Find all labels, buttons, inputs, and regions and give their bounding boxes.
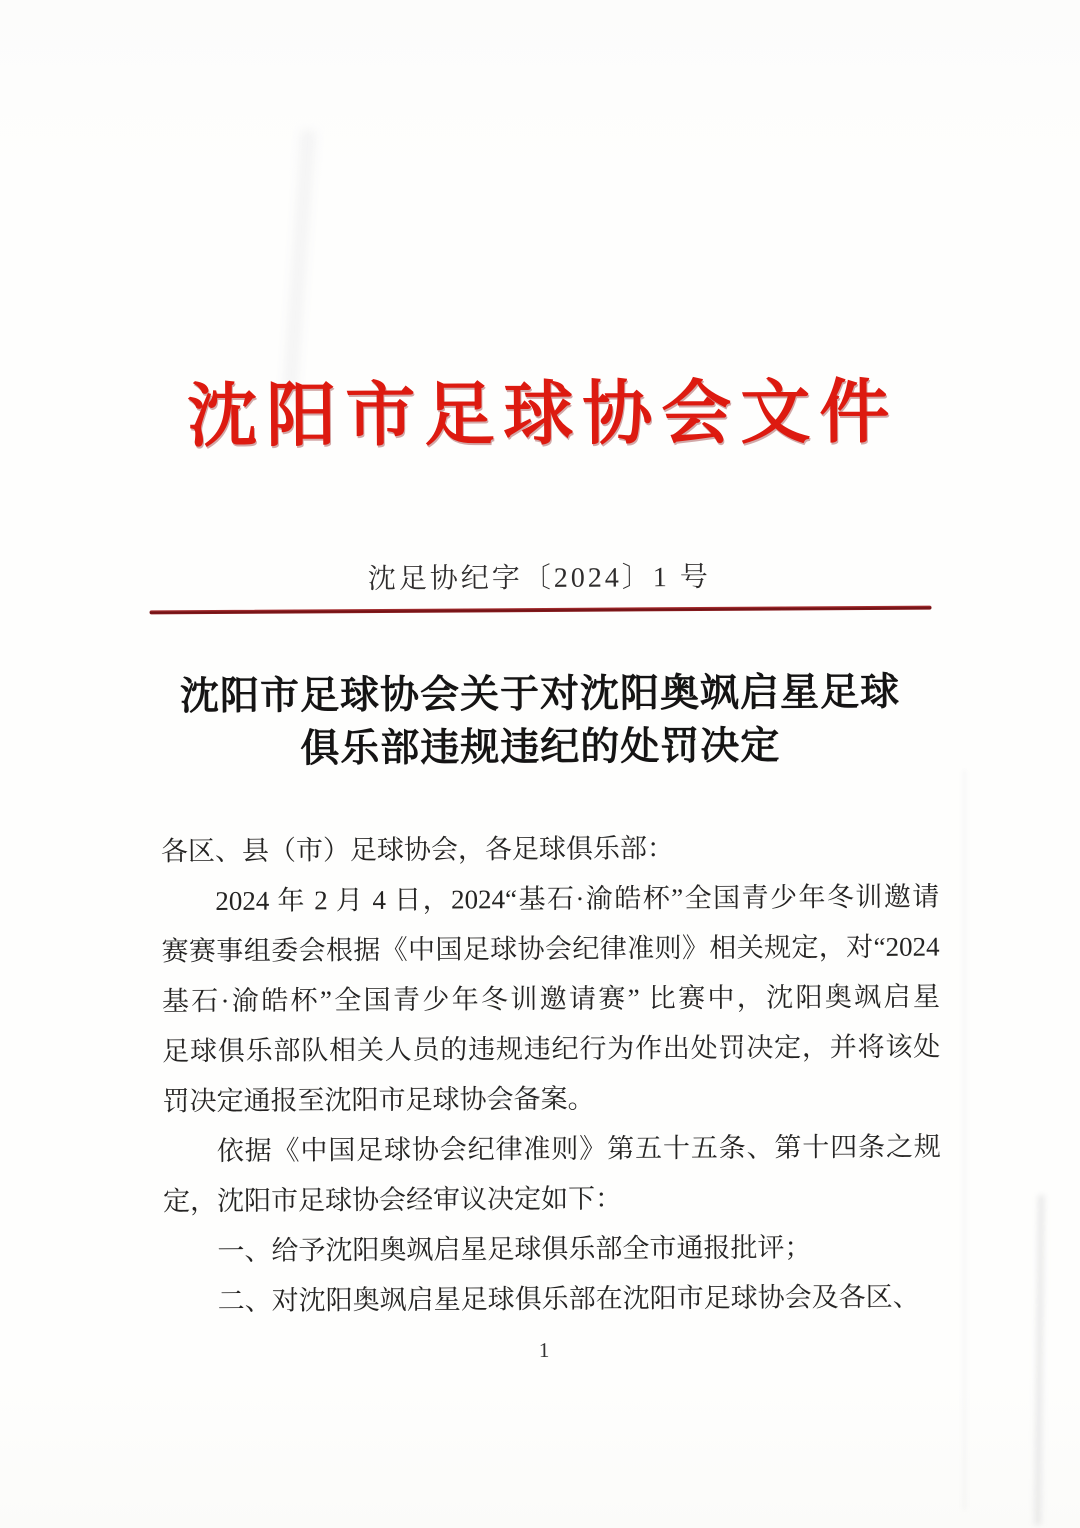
letterhead-org-title: 沈阳市足球协会文件 [187,374,899,457]
body-line: 罚决定通报至沈阳市足球协会备案。 [162,1083,595,1117]
body-line: 依据《中国足球协会纪律准则》第五十五条、第十四条之规 [216,1131,941,1166]
body-line-decision-1: 一、给予沈阳奥飒启星足球俱乐部全市通报批评； [217,1232,812,1266]
red-divider-line [150,606,932,615]
body-line: 定，沈阳市足球协会经审议决定如下： [163,1183,623,1217]
document-title-line-1: 沈阳市足球协会关于对沈阳奥飒启星足球 [179,670,901,719]
document-body [161,822,942,1327]
body-line: 赛赛事组委会根据《中国足球协会纪律准则》相关规定，对“2024 [161,931,940,967]
document-number: 沈足协纪字〔2024〕1 号 [367,561,711,596]
body-line-salutation: 各区、县（市）足球协会，各足球俱乐部： [160,833,675,867]
document-title-line-2: 俱乐部违规违纪的处罚决定 [300,724,781,771]
body-line: 2024 年 2 月 4 日，2024“基石·渝皓杯”全国青少年冬训邀请 [215,881,940,916]
body-line: 足球俱乐部队相关人员的违规违纪行为作出处罚决定，并将该处 [162,1031,941,1067]
body-line: 基石·渝皓杯”全国青少年冬训邀请赛” 比赛中，沈阳奥飒启星 [161,981,940,1017]
body-line-decision-2: 二、对沈阳奥飒启星足球俱乐部在沈阳市足球协会及各区、 [217,1281,920,1316]
document-title [90,665,991,776]
page-number: 1 [538,1337,550,1363]
